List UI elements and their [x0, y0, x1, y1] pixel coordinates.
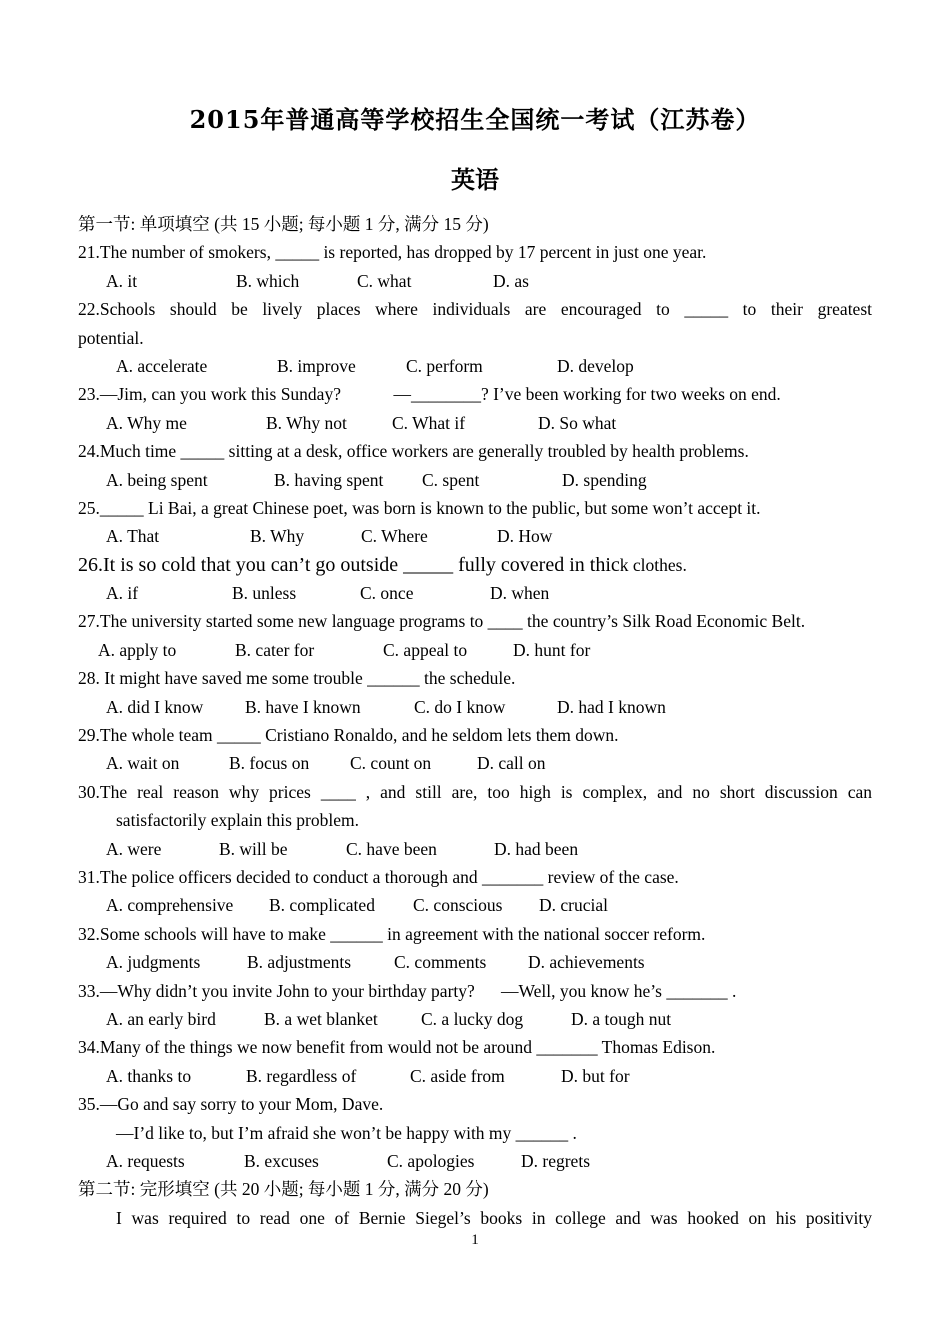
question-28-stem: 28. It might have saved me some trouble ______ the schedule.: [78, 668, 516, 689]
option-b: B. complicated: [269, 895, 375, 916]
option-c: C. what: [357, 270, 412, 291]
option-c: C. do I know: [414, 696, 506, 717]
option-a: A. being spent: [106, 469, 208, 490]
option-d: D. crucial: [539, 895, 608, 916]
question-26-options: [78, 579, 872, 607]
option-c: C. comments: [394, 952, 487, 973]
option-a: A. comprehensive: [106, 895, 234, 916]
question-26-stem-main: 26.It is so cold that you can’t go outside _____ fully covered in thic: [78, 553, 620, 576]
question-32-options: [78, 948, 872, 976]
option-c: C. perform: [406, 355, 483, 376]
option-b: B. a wet blanket: [264, 1008, 378, 1029]
option-b: B. excuses: [244, 1150, 319, 1171]
option-a: A. if: [106, 583, 139, 604]
option-b: B. focus on: [229, 753, 310, 774]
question-26-stem: [78, 551, 872, 579]
question-35-options: [78, 1147, 872, 1175]
question-24-options: [78, 466, 872, 494]
option-b: B. cater for: [235, 639, 315, 660]
passage-first-line: I was required to read one of Bernie Siegel’s books in college and was hooked on his positivity: [116, 1207, 872, 1228]
option-d: D. a tough nut: [571, 1008, 672, 1029]
question-35-stem-line2: —I’d like to, but I’m afraid she won’t be happy with my ______ .: [116, 1122, 577, 1143]
option-b: B. regardless of: [246, 1065, 357, 1086]
option-a: A. Why me: [106, 412, 187, 433]
option-c: C. aside from: [410, 1065, 505, 1086]
section1-heading: 第一节: 单项填空 (共 15 小题; 每小题 1 分, 满分 15 分): [78, 214, 489, 234]
question-33-options: [78, 1005, 872, 1033]
question-22-options: [78, 352, 872, 380]
question-30-options: [78, 835, 872, 863]
exam-title: 2015年普通高等学校招生全国统一考试（江苏卷）: [189, 105, 761, 134]
option-a: A. it: [106, 270, 138, 291]
question-31-options: [78, 891, 872, 919]
option-a: A. thanks to: [106, 1065, 192, 1086]
question-25-stem: 25._____ Li Bai, a great Chinese poet, was born is known to the public, but some won’t accept it.: [78, 497, 761, 518]
option-c: C. conscious: [413, 895, 503, 916]
option-d: D. had I known: [557, 696, 666, 717]
question-29-stem: 29.The whole team _____ Cristiano Ronaldo, and he seldom lets them down.: [78, 725, 619, 746]
option-c: C. a lucky dog: [421, 1008, 524, 1029]
option-d: D. regrets: [521, 1150, 591, 1171]
option-c: C. spent: [422, 469, 480, 490]
option-d: D. hunt for: [513, 639, 591, 660]
section2-heading: 第二节: 完形填空 (共 20 小题; 每小题 1 分, 满分 20 分): [78, 1179, 489, 1200]
question-34-stem: 34.Many of the things we now benefit from would not be around _______ Thomas Edison.: [78, 1037, 716, 1058]
option-d: D. spending: [562, 469, 647, 490]
option-d: D. develop: [557, 355, 634, 376]
option-d: D. had been: [494, 838, 579, 859]
option-b: B. adjustments: [247, 952, 352, 973]
option-b: B. having spent: [274, 469, 384, 490]
question-26-stem-end: k clothes.: [619, 554, 687, 575]
option-d: D. So what: [538, 412, 617, 433]
option-a: A. That: [106, 526, 160, 547]
question-30-stem-line1: 30.The real reason why prices ____ , and still are, too high is complex, and no short discussion can: [78, 781, 872, 802]
question-35-stem-line1: 35.—Go and say sorry to your Mom, Dave.: [78, 1094, 384, 1115]
option-c: C. have been: [346, 838, 437, 859]
option-d: D. but for: [561, 1065, 630, 1086]
option-a: A. were: [106, 838, 162, 859]
option-a: A. wait on: [106, 753, 180, 774]
page-number: 1: [471, 1232, 479, 1248]
option-b: B. unless: [232, 583, 297, 604]
option-c: C. What if: [392, 412, 466, 433]
option-b: B. will be: [219, 838, 288, 859]
option-a: A. accelerate: [116, 355, 208, 376]
option-b: B. Why not: [266, 412, 347, 433]
option-c: C. count on: [350, 753, 432, 774]
option-c: C. apologies: [387, 1150, 475, 1171]
option-c: C. appeal to: [383, 639, 468, 660]
question-23-stem: 23.—Jim, can you work this Sunday? —________? I’ve been working for two weeks on end.: [78, 384, 781, 405]
question-28-options: [78, 693, 872, 721]
option-a: A. an early bird: [106, 1008, 216, 1029]
option-a: A. requests: [106, 1150, 185, 1171]
option-b: B. Why: [250, 526, 305, 547]
question-24-stem: 24.Much time _____ sitting at a desk, office workers are generally troubled by health problems.: [78, 441, 749, 462]
question-29-options: [78, 749, 872, 777]
option-d: D. call on: [477, 753, 546, 774]
option-d: D. when: [490, 583, 550, 604]
question-21-stem: 21.The number of smokers, _____ is reported, has dropped by 17 percent in just one year.: [78, 242, 707, 263]
question-23-options: [78, 409, 872, 437]
option-d: D. as: [493, 270, 529, 291]
question-31-stem: 31.The police officers decided to conduct a thorough and _______ review of the case.: [78, 866, 679, 887]
option-b: B. improve: [277, 355, 356, 376]
question-22-stem-line1: 22.Schools should be lively places where individuals are encouraged to _____ to their greatest: [78, 299, 872, 320]
question-30-stem-line2: satisfactorily explain this problem.: [116, 810, 360, 831]
question-21-options: [78, 267, 872, 295]
question-22-stem-line2: potential.: [78, 327, 144, 348]
question-33-stem: 33.—Why didn’t you invite John to your birthday party? —Well, you know he’s _______ .: [78, 980, 737, 1001]
subject-title: 英语: [451, 165, 499, 194]
option-d: D. How: [497, 526, 553, 547]
option-a: A. did I know: [106, 696, 204, 717]
question-25-options: [78, 522, 872, 550]
option-b: B. have I known: [245, 696, 361, 717]
question-32-stem: 32.Some schools will have to make ______ in agreement with the national soccer reform.: [78, 923, 706, 944]
option-c: C. Where: [361, 526, 428, 547]
question-34-options: [78, 1062, 872, 1090]
option-d: D. achievements: [528, 952, 645, 973]
option-a: A. apply to: [98, 639, 177, 660]
question-27-stem: 27.The university started some new language programs to ____ the country’s Silk Road Economic Belt.: [78, 611, 806, 632]
option-c: C. once: [360, 583, 414, 604]
option-a: A. judgments: [106, 952, 201, 973]
option-b: B. which: [236, 270, 300, 291]
question-27-options: [78, 636, 872, 664]
exam-content: [78, 210, 872, 1232]
